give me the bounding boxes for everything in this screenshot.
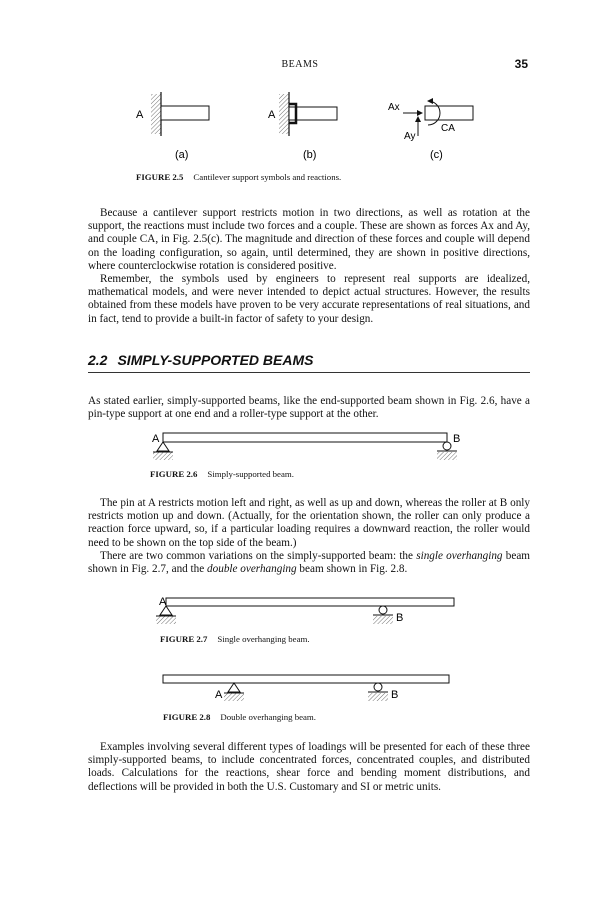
closing-paragraph: Examples involving several different types of loadings will be presented for each of these three simply-supported beams, to include concentrated forces, concentrated couples, and distributed loads. Calculations for the reactions, shear force and bending moment distributions, and deflections will be provided in both the U.S. Customary and SI or metric units. — [88, 741, 530, 793]
fig-2-5-b-cantilever — [268, 92, 337, 161]
fig-2-5-caption-text: Cantilever support symbols and reactions. — [193, 172, 342, 182]
fig-2-5-ay-label: Ay — [404, 131, 416, 142]
fig-2-6-simply-supported-beam — [152, 433, 460, 460]
fig-2-5-a-cantilever — [136, 92, 209, 161]
fig-2-5-caption — [136, 172, 341, 182]
fig-2-7-caption-text: Single overhanging beam. — [217, 634, 310, 644]
section-heading — [88, 352, 530, 373]
fig-2-7-single-overhanging-beam — [156, 596, 454, 624]
fig-2-6-label-a: A — [152, 433, 160, 445]
section-paragraph-1: As stated earlier, simply-supported beams, like the end-supported beam shown in Fig. 2.6, have a pin-type support at one end and a roller-type support at the other. — [88, 395, 530, 421]
fig-2-8-label-a: A — [215, 689, 223, 701]
fig-2-5-ca-label: CA — [441, 123, 455, 134]
variations-text-3: beam shown in Fig. 2.8. — [296, 563, 408, 576]
intro-paragraph-2: Remember, the symbols used by engineers to represent real supports are idealized, mathematical models, and were never intended to depict actual structures. However, the results obtained from these models have proven to be very accurate representations of real situations, and in fact, tend to provide a built-in factor of safety to your design. — [88, 273, 530, 325]
intro-paragraph-1: Because a cantilever support restricts motion in two directions, as well as rotation at the support, the reactions must include two forces and a couple. These are shown as forces Ax and Ay, and couple CA, in Fig. 2.5(c). The magnitude and direction of these forces and couple will depend on the loading configuration, so again, until determined, they are shown in positive directions, where counterclockwise rotation is considered positive. — [88, 207, 530, 272]
fig-2-7-label-a: A — [159, 596, 167, 608]
fig-2-5-ax-label: Ax — [388, 102, 400, 113]
fig-2-8-label-b: B — [391, 689, 399, 701]
roller-paragraph: The pin at A restricts motion left and right, as well as up and down, whereas the roller at B only restricts motion up and down. (Actually, for the orientation shown, the roller can only produce a reaction force upward, so, if a particular loading requires a downward reaction, the roller would need to be shown on the top side of the beam.) — [88, 497, 530, 549]
fig-2-7-caption-number: FIGURE 2.7 — [160, 634, 208, 644]
variations-paragraph — [88, 550, 530, 576]
fig-2-5-panel-c: (c) — [430, 149, 443, 161]
running-header-title: BEAMS — [281, 59, 319, 70]
roller-discussion-text — [88, 497, 530, 576]
section-number: 2.2 — [88, 352, 108, 368]
variations-emphasis-2: double overhanging — [207, 563, 297, 576]
fig-2-6-caption-number: FIGURE 2.6 — [150, 469, 198, 479]
fig-2-8-caption-number: FIGURE 2.8 — [163, 712, 211, 722]
fig-2-6-label-b: B — [453, 433, 461, 445]
fig-2-7-caption — [160, 634, 310, 644]
variations-emphasis-1: single overhanging — [416, 549, 503, 562]
fig-2-5-panel-b: (b) — [303, 149, 317, 161]
fig-2-8-caption — [163, 712, 316, 722]
fig-2-6-caption — [150, 469, 294, 479]
section-intro-text — [88, 395, 530, 421]
page-number: 35 — [514, 57, 528, 71]
fig-2-5-a-label: A — [136, 109, 144, 121]
fig-2-8-double-overhanging-beam — [163, 675, 449, 701]
variations-text-2: beam shown in Fig. 2.7, and the — [88, 549, 530, 576]
fig-2-5-b-label: A — [268, 109, 276, 121]
closing-text — [88, 741, 530, 794]
variations-text-1: There are two common variations on the simply-supported beam: the — [100, 549, 417, 562]
intro-text — [88, 207, 530, 326]
fig-2-5-c-reactions — [388, 101, 473, 161]
fig-2-5-panel-a: (a) — [175, 149, 189, 161]
fig-2-7-label-b: B — [396, 612, 404, 624]
fig-2-6-caption-text: Simply-supported beam. — [207, 469, 294, 479]
fig-2-5-caption-number: FIGURE 2.5 — [136, 172, 184, 182]
fig-2-8-caption-text: Double overhanging beam. — [220, 712, 316, 722]
section-title: SIMPLY-SUPPORTED BEAMS — [117, 352, 314, 368]
